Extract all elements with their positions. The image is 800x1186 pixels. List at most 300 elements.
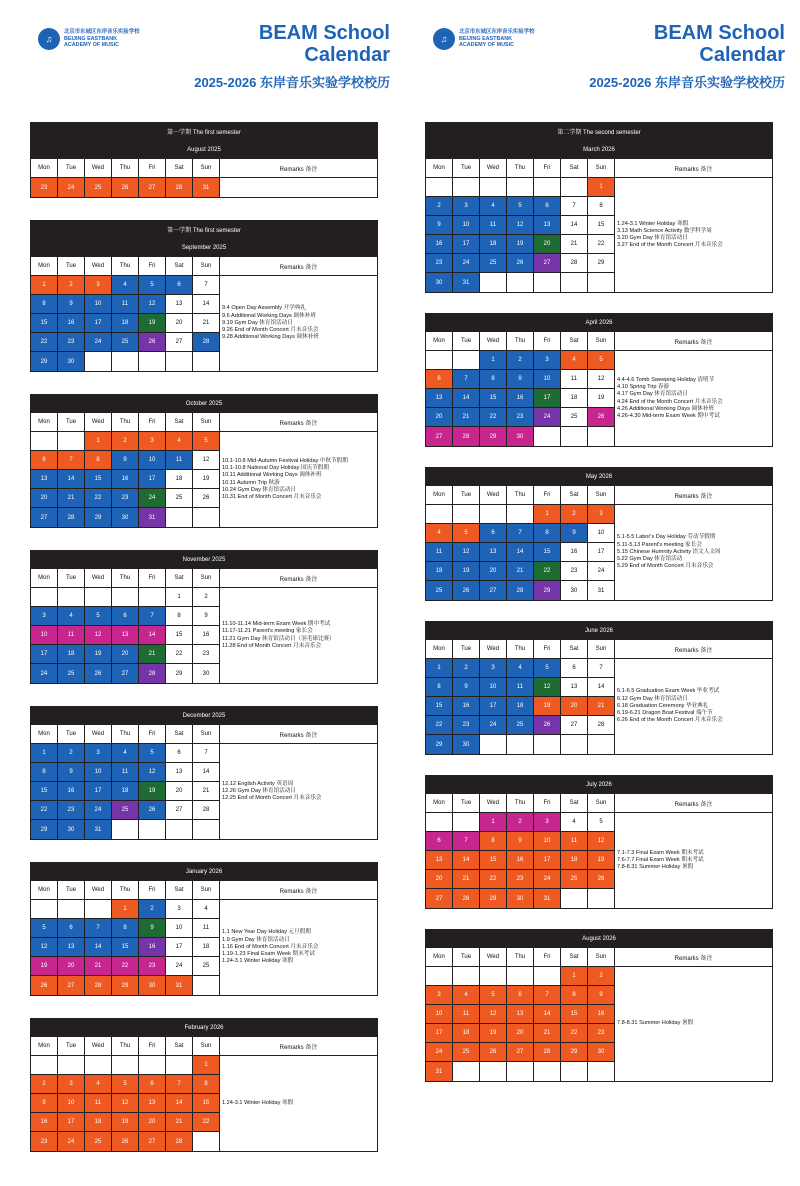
day-cell: 1 [561,967,588,986]
weekday-label: Fri [139,413,166,432]
empty-cell [193,1132,220,1151]
day-cell: 3 [31,607,58,626]
weekday-label: Tue [453,794,480,813]
day-cell: 1 [166,588,193,607]
day-cell: 5 [31,919,58,938]
empty-cell [112,352,139,371]
day-cell: 5 [534,659,561,678]
day-cell: 12 [112,1094,139,1113]
semester-header: 第二学期 The second semester [425,122,773,140]
day-cell: 30 [561,581,588,600]
day-cell: 1 [85,432,112,451]
logo-text-en1: BEIJING EASTBANK [459,35,513,42]
empty-cell [561,427,588,446]
day-cell: 30 [58,820,85,839]
day-cell: 21 [453,870,480,889]
weekday-label: Sun [193,257,220,276]
weekday-header-row [31,569,220,588]
weekday-label: Sat [166,1037,193,1056]
empty-cell [534,735,561,754]
week-row [426,235,615,254]
day-cell: 25 [58,664,85,683]
weekday-label: Fri [534,794,561,813]
day-cell: 15 [480,851,507,870]
day-cell: 24 [534,408,561,427]
week-row [426,581,615,600]
week-row [31,664,220,683]
week-row [426,986,615,1005]
weekday-label: Sat [561,159,588,178]
day-cell: 24 [588,562,615,581]
day-cell: 16 [507,389,534,408]
day-grid [426,794,615,908]
day-cell: 29 [31,352,58,371]
empty-cell [58,588,85,607]
title-line-2: Calendar [304,44,390,66]
logo-emblem-icon: ♫ [433,28,455,50]
page-title [259,22,390,66]
empty-cell [166,1056,193,1075]
day-cell: 12 [453,543,480,562]
day-cell: 27 [507,1043,534,1062]
day-cell: 9 [426,216,453,235]
empty-cell [112,820,139,839]
remark-line: 12.25 End of Month Concert 月末音乐会 [222,795,322,802]
day-cell: 8 [112,919,139,938]
week-row [31,626,220,645]
semester-header: 第一学期 The first semester [30,122,378,140]
remark-line: 5.11-5.13 Parent's meeting 家长会 [617,541,702,548]
day-cell: 19 [85,645,112,664]
weekday-label: Sun [193,569,220,588]
weekday-header-row [426,948,615,967]
day-cell: 18 [58,645,85,664]
week-row [31,352,220,371]
weekday-label: Tue [453,948,480,967]
empty-cell [58,432,85,451]
day-cell: 26 [139,333,166,352]
day-cell: 3 [166,900,193,919]
day-cell: 2 [58,276,85,295]
day-cell: 29 [31,820,58,839]
day-cell: 1 [480,813,507,832]
day-cell: 2 [588,967,615,986]
remark-line: 4.17 Gym Day 体育馆活动日 [617,391,688,398]
empty-cell [480,505,507,524]
remarks-panel [220,569,377,683]
title-line-1: BEAM School [258,22,390,44]
remarks-list [220,276,377,371]
header-right [425,20,785,92]
page-subtitle: 2025-2026 东岸音乐实验学校校历 [194,75,390,90]
remark-line: 10.1-10.8 National Day Holiday 国庆节假期 [222,465,329,472]
day-cell: 29 [426,735,453,754]
empty-cell [507,735,534,754]
remarks-list [220,900,377,995]
day-grid [31,257,220,371]
weekday-label: Thu [507,640,534,659]
day-cell: 26 [139,801,166,820]
day-cell: 18 [85,1113,112,1132]
remarks-header: Remarks 备注 [220,725,377,744]
day-cell: 22 [534,562,561,581]
day-cell: 19 [588,851,615,870]
weekday-label: Fri [139,1037,166,1056]
week-row [426,178,615,197]
day-grid [31,881,220,995]
week-row [426,370,615,389]
weekday-label: Wed [480,332,507,351]
empty-cell [193,820,220,839]
day-cell: 6 [58,919,85,938]
month-title: November 2025 [30,550,378,569]
day-cell: 20 [426,870,453,889]
empty-cell [453,1062,480,1081]
day-cell: 7 [453,370,480,389]
remark-line: 3.13 Math Science Activity 数学科学周 [617,227,712,234]
day-grid [426,486,615,600]
day-cell: 1 [193,1056,220,1075]
month-title: July 2026 [425,775,773,794]
day-cell: 9 [112,451,139,470]
day-cell: 10 [85,763,112,782]
day-cell: 8 [31,763,58,782]
empty-cell [58,900,85,919]
day-cell: 4 [112,744,139,763]
day-cell: 15 [561,1005,588,1024]
month-title: June 2026 [425,621,773,640]
day-cell: 28 [139,664,166,683]
day-cell: 6 [31,451,58,470]
remark-line: 4.10 Spring Trip 春游 [617,384,670,391]
month-body [425,948,773,1082]
day-cell: 18 [112,782,139,801]
day-cell: 19 [31,957,58,976]
weekday-label: Mon [31,413,58,432]
weekday-label: Mon [426,948,453,967]
week-row [426,1043,615,1062]
remark-line: 3.20 Gym Day 体育馆活动日 [617,235,688,241]
empty-cell [453,178,480,197]
day-cell: 24 [31,664,58,683]
empty-cell [588,427,615,446]
day-cell: 10 [166,919,193,938]
day-cell: 21 [507,562,534,581]
remarks-panel [615,948,772,1081]
day-cell: 9 [453,678,480,697]
empty-cell [507,1062,534,1081]
remarks-header: Remarks 备注 [615,159,772,178]
remarks-list [220,432,377,527]
school-logo [38,28,139,50]
weekday-label: Fri [534,159,561,178]
weekday-label: Sat [166,257,193,276]
day-cell: 18 [561,851,588,870]
weekday-label: Thu [507,948,534,967]
day-cell: 26 [112,178,139,197]
day-cell: 3 [426,986,453,1005]
day-cell: 25 [166,489,193,508]
day-cell: 10 [426,1005,453,1024]
day-cell: 4 [453,986,480,1005]
day-cell: 15 [193,1094,220,1113]
remarks-list [615,505,772,600]
day-cell: 15 [85,470,112,489]
day-cell: 3 [534,813,561,832]
day-cell: 24 [85,801,112,820]
day-cell: 30 [426,273,453,292]
day-cell: 7 [139,607,166,626]
remarks-panel [220,1037,377,1151]
day-cell: 5 [453,524,480,543]
day-cell: 9 [507,370,534,389]
week-row [31,1094,220,1113]
weekday-header-row [426,159,615,178]
day-cell: 22 [85,489,112,508]
day-cell: 20 [58,957,85,976]
empty-cell [507,505,534,524]
week-row [31,976,220,995]
weekday-label: Mon [31,159,58,178]
month-block [30,1018,378,1152]
day-cell: 14 [85,938,112,957]
day-cell: 1 [31,744,58,763]
day-cell: 23 [507,870,534,889]
week-row [31,607,220,626]
day-cell: 11 [480,216,507,235]
day-cell: 20 [480,562,507,581]
week-row [31,763,220,782]
day-cell: 19 [534,697,561,716]
month-block [30,122,378,198]
day-grid [31,159,220,197]
day-grid [426,159,615,292]
day-cell: 11 [193,919,220,938]
weekday-label: Mon [31,1037,58,1056]
empty-cell [426,813,453,832]
day-cell: 16 [31,1113,58,1132]
month-block [425,122,773,293]
day-cell: 8 [561,986,588,1005]
day-cell: 20 [112,645,139,664]
empty-cell [58,1056,85,1075]
weekday-label: Sat [561,486,588,505]
day-cell: 26 [193,489,220,508]
weekday-label: Wed [480,948,507,967]
month-body [30,725,378,840]
weekday-header-row [426,332,615,351]
day-cell: 19 [588,389,615,408]
remarks-panel [615,794,772,908]
month-body [425,159,773,293]
empty-cell [85,1056,112,1075]
day-cell: 20 [426,408,453,427]
day-cell: 13 [426,389,453,408]
remark-line: 10.11 Additional Working Days 调休补班 [222,472,322,479]
weekday-header-row [31,1037,220,1056]
empty-cell [139,352,166,371]
month-body [30,1037,378,1152]
day-cell: 27 [166,801,193,820]
month-block [30,220,378,372]
day-cell: 25 [426,581,453,600]
day-cell: 1 [31,276,58,295]
day-cell: 9 [139,919,166,938]
day-cell: 17 [534,389,561,408]
day-cell: 14 [193,763,220,782]
day-cell: 20 [534,235,561,254]
day-cell: 2 [31,1075,58,1094]
day-cell: 27 [534,254,561,273]
day-cell: 18 [480,235,507,254]
weekday-label: Tue [453,332,480,351]
empty-cell [480,273,507,292]
month-title: March 2026 [425,140,773,159]
day-cell: 13 [534,216,561,235]
remarks-list [220,744,377,839]
day-cell: 31 [534,889,561,908]
day-cell: 3 [534,351,561,370]
empty-cell [166,508,193,527]
remark-line: 1.24-3.1 Winter Holiday 寒假 [617,220,689,227]
remark-line: 6.1-6.5 Graduation Exam Week 毕业考试 [617,688,720,695]
day-cell: 3 [85,276,112,295]
weekday-label: Fri [534,948,561,967]
day-cell: 21 [453,408,480,427]
day-cell: 16 [561,543,588,562]
day-cell: 27 [166,333,193,352]
day-cell: 10 [139,451,166,470]
day-cell: 22 [166,645,193,664]
day-cell: 15 [166,626,193,645]
day-cell: 25 [85,1132,112,1151]
day-cell: 14 [193,295,220,314]
empty-cell [85,352,112,371]
day-cell: 30 [139,976,166,995]
weekday-label: Thu [112,413,139,432]
remarks-panel [615,640,772,754]
weekday-label: Tue [58,1037,85,1056]
weekday-label: Sat [166,881,193,900]
month-block [425,775,773,909]
remarks-panel [220,413,377,527]
empty-cell [453,351,480,370]
remark-line: 4.26-4.30 Mid-term Exam Week 期中考试 [617,412,720,419]
day-cell: 26 [588,408,615,427]
month-block [425,621,773,755]
empty-cell [561,735,588,754]
day-cell: 3 [480,659,507,678]
day-cell: 22 [561,1024,588,1043]
remarks-list [220,178,377,197]
remarks-header: Remarks 备注 [615,640,772,659]
day-cell: 27 [480,581,507,600]
day-cell: 29 [588,254,615,273]
remark-line: 11.21 Gym Day 体育馆活动日（羽毛球比赛） [222,635,335,642]
day-grid [426,640,615,754]
weekday-label: Sat [561,794,588,813]
day-cell: 7 [193,276,220,295]
day-cell: 14 [534,1005,561,1024]
day-cell: 15 [31,314,58,333]
day-cell: 2 [507,813,534,832]
day-cell: 8 [480,370,507,389]
day-cell: 28 [85,976,112,995]
weekday-label: Wed [85,159,112,178]
day-cell: 29 [534,581,561,600]
empty-cell [453,505,480,524]
weekday-label: Wed [85,413,112,432]
remarks-header: Remarks 备注 [220,569,377,588]
day-cell: 28 [453,427,480,446]
day-cell: 3 [139,432,166,451]
week-row [31,1132,220,1151]
day-cell: 11 [426,543,453,562]
day-cell: 16 [426,235,453,254]
weekday-label: Sat [561,640,588,659]
day-grid [31,569,220,683]
school-logo [433,28,534,50]
empty-cell [534,1062,561,1081]
week-row [31,314,220,333]
day-cell: 22 [193,1113,220,1132]
day-cell: 3 [58,1075,85,1094]
logo-text-cn: 北京市东城区东岸音乐实验学校 [64,29,140,36]
day-cell: 2 [426,197,453,216]
day-cell: 13 [139,1094,166,1113]
day-cell: 1 [480,351,507,370]
left-column [30,122,378,1174]
day-cell: 23 [58,801,85,820]
day-cell: 9 [588,986,615,1005]
day-cell: 8 [193,1075,220,1094]
week-row [31,588,220,607]
day-cell: 11 [166,451,193,470]
day-grid [31,725,220,839]
day-cell: 27 [426,889,453,908]
day-cell: 28 [507,581,534,600]
weekday-header-row [426,640,615,659]
remarks-header: Remarks 备注 [615,948,772,967]
week-row [426,697,615,716]
day-cell: 28 [534,1043,561,1062]
weekday-label: Wed [85,257,112,276]
week-row [31,938,220,957]
remark-line: 11.17-11.21 Parent's meeting 家长会 [222,628,313,635]
week-row [426,716,615,735]
day-cell: 13 [31,470,58,489]
remarks-panel [220,159,377,197]
day-cell: 9 [561,524,588,543]
month-body [30,257,378,372]
day-cell: 2 [453,659,480,678]
day-cell: 1 [426,659,453,678]
month-body [425,486,773,601]
remark-line: 11.28 End of Month Concert 月末音乐会 [222,642,322,649]
day-cell: 7 [588,659,615,678]
remark-line: 4.24 End of the Month Concert 月末音乐会 [617,398,723,405]
day-cell: 17 [139,470,166,489]
month-block [425,467,773,601]
month-body [425,332,773,447]
week-row [426,351,615,370]
day-cell: 4 [507,659,534,678]
remark-line: 5.1-5.5 Labor's Day Holiday 劳动节假期 [617,534,716,541]
remark-line: 1.24-3.1 Winter Holiday 寒假 [222,1099,294,1106]
month-block [30,862,378,996]
weekday-label: Tue [58,569,85,588]
day-cell: 21 [588,697,615,716]
